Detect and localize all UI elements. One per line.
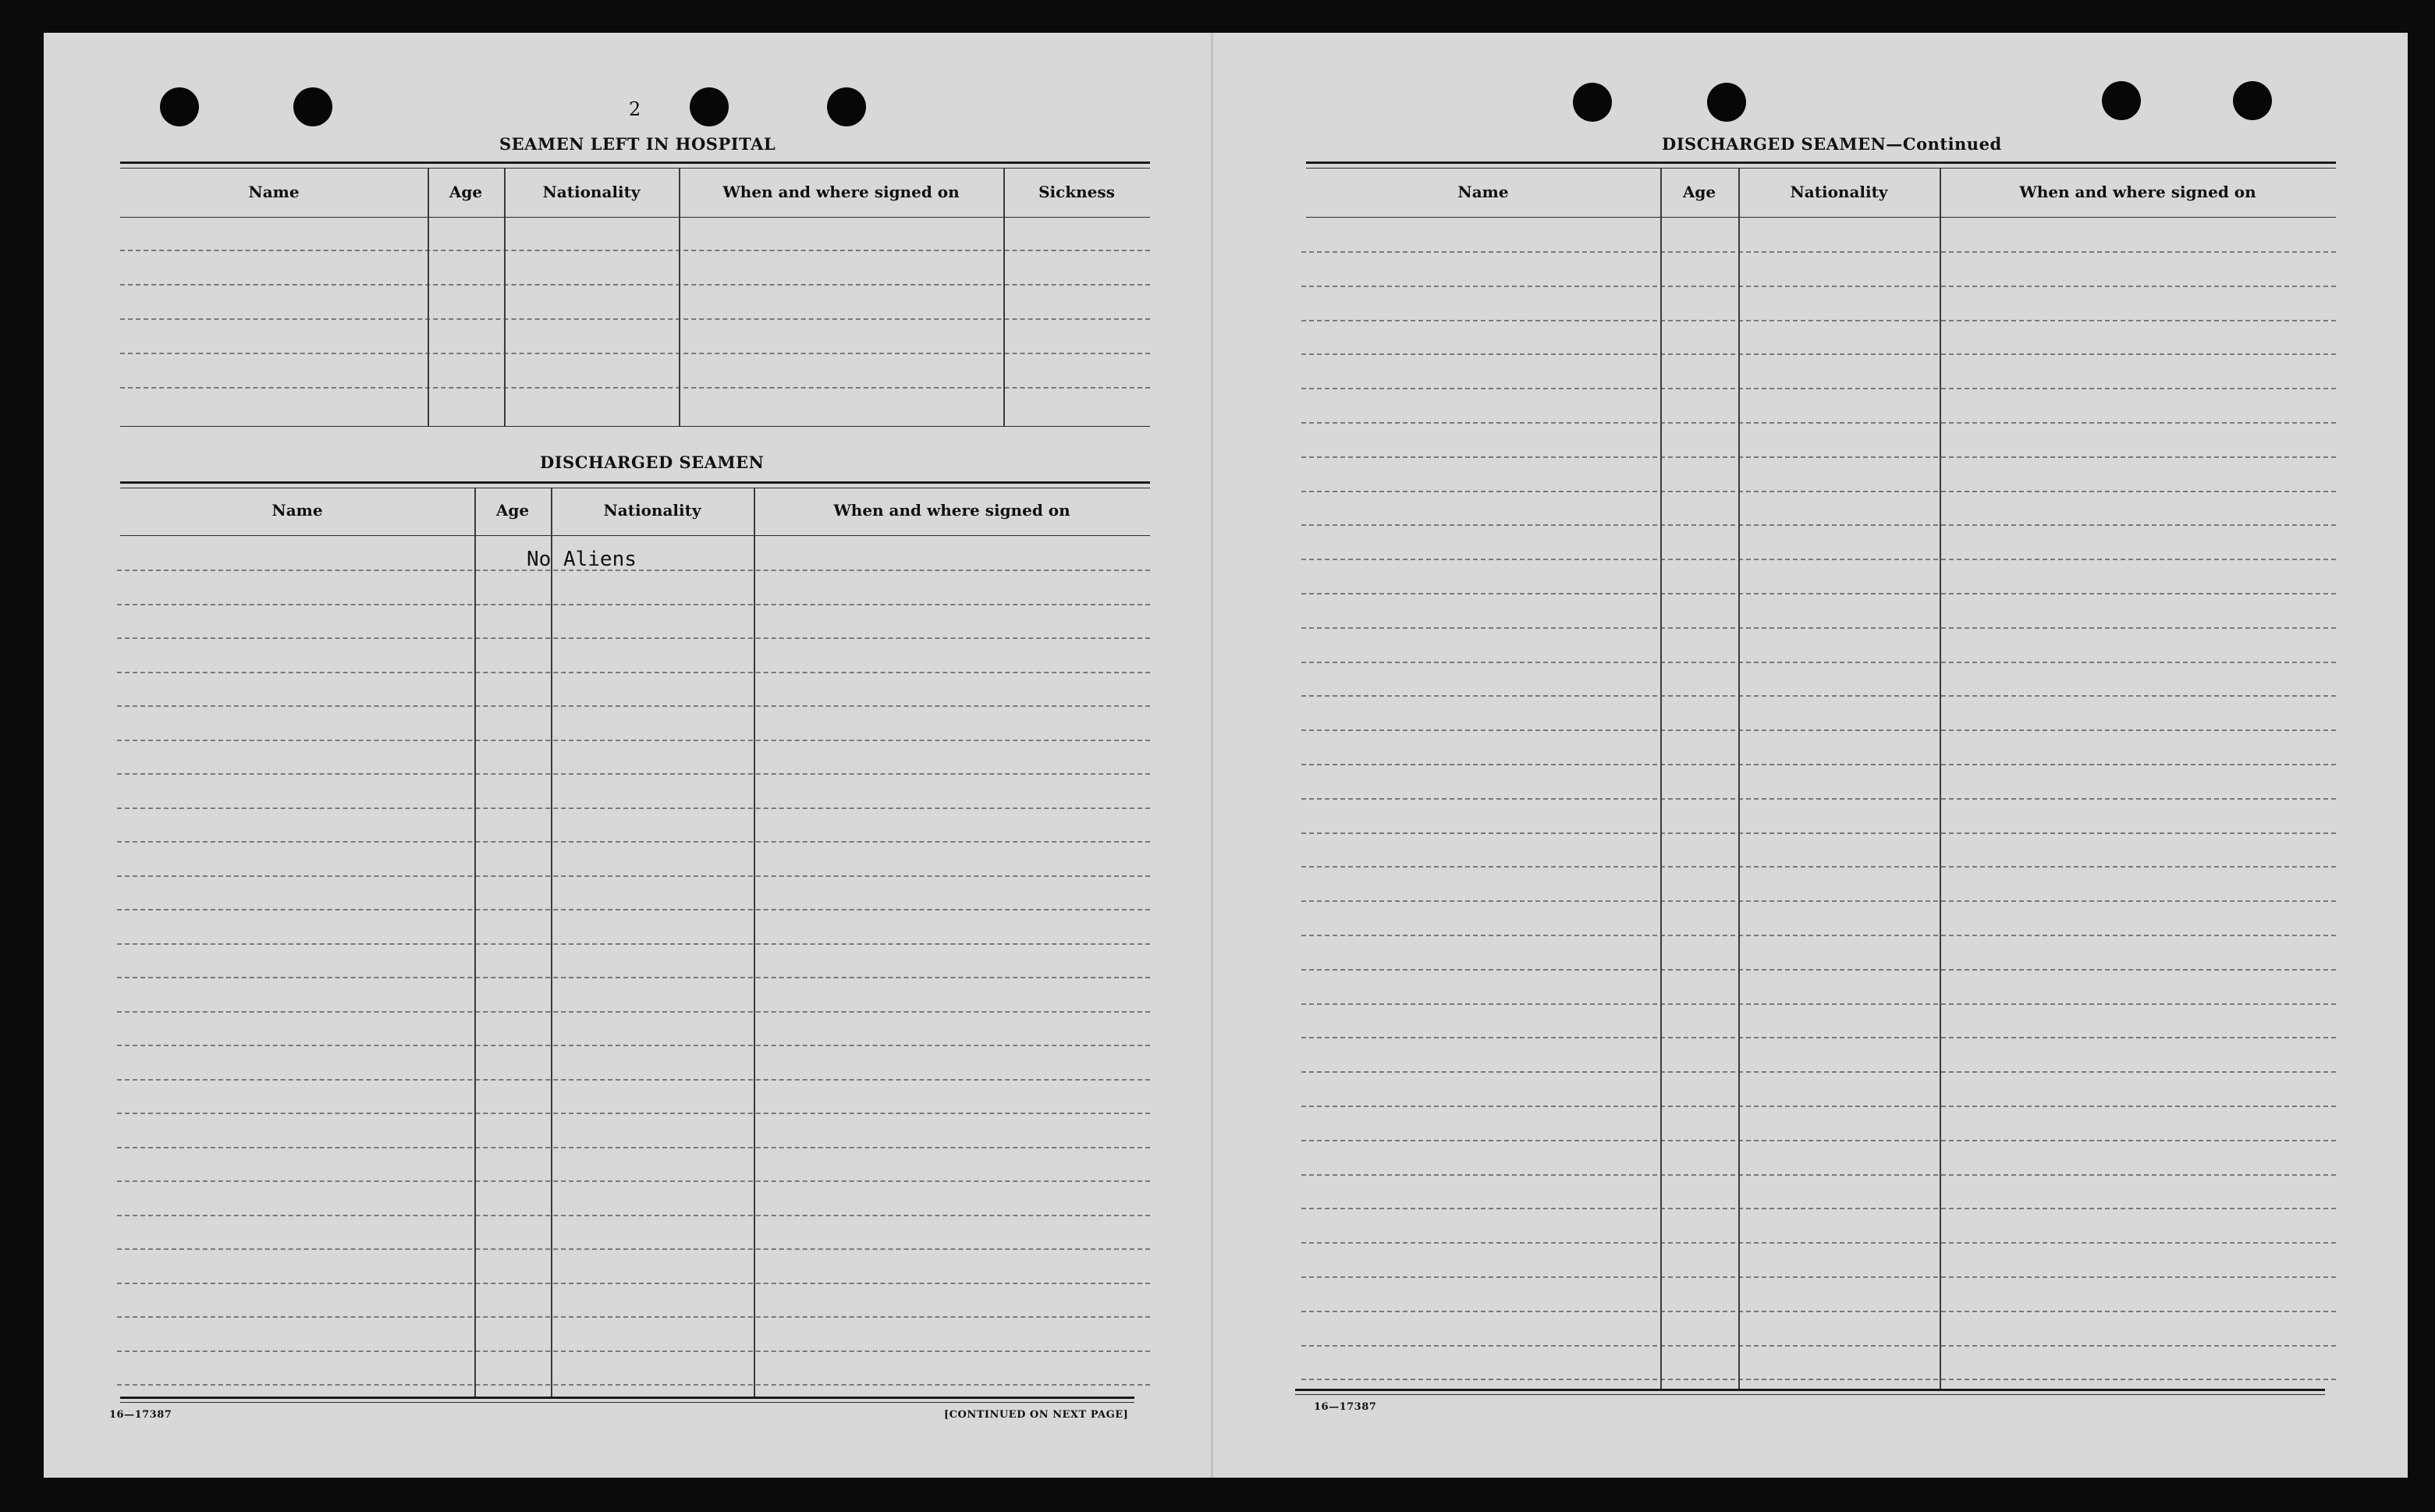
ruled-row [1301, 388, 2336, 389]
ruled-row [117, 1351, 1150, 1352]
ruled-row [117, 1248, 1150, 1250]
ruled-row [1301, 1003, 2336, 1005]
hospital-header-name: Name [248, 183, 300, 201]
page-fold [1211, 33, 1213, 1478]
continued-header-name: Name [1457, 183, 1509, 201]
ruled-row [117, 1147, 1150, 1148]
ruled-row [117, 807, 1150, 809]
ruled-row [1301, 798, 2336, 800]
ruled-row [1301, 1379, 2336, 1380]
ruled-row [117, 773, 1150, 775]
ruled-row [1301, 627, 2336, 629]
punch-hole [690, 87, 729, 126]
punch-hole [1573, 83, 1612, 122]
ruled-row [117, 1045, 1150, 1046]
ruled-row [1301, 491, 2336, 492]
ruled-row [1301, 1174, 2336, 1176]
ruled-row [117, 875, 1150, 877]
ruled-row [1301, 1311, 2336, 1312]
continued-on-next-page: [CONTINUED ON NEXT PAGE] [944, 1409, 1129, 1421]
ruled-row [1301, 422, 2336, 424]
ruled-row [1301, 729, 2336, 731]
continued-header-age: Age [1682, 183, 1716, 201]
discharged-header-age: Age [495, 501, 530, 520]
ruled-row [117, 943, 1150, 945]
discharged-header-name: Name [272, 501, 323, 520]
ruled-row [1301, 969, 2336, 971]
continued-header-nationality: Nationality [1790, 183, 1888, 201]
ruled-row [1301, 524, 2336, 526]
punch-hole [160, 87, 199, 126]
ruled-row [1301, 764, 2336, 765]
ruled-row [1301, 559, 2336, 560]
ruled-row [117, 672, 1150, 673]
ruled-row [117, 1215, 1150, 1216]
continued-section-title: DISCHARGED SEAMEN—Continued [1662, 134, 2002, 154]
ruled-row [1301, 1242, 2336, 1244]
hospital-header-sickness: Sickness [1038, 183, 1115, 201]
ruled-row [1301, 286, 2336, 287]
ruled-row [117, 909, 1150, 910]
ruled-row [117, 637, 1150, 639]
hospital-header-age: Age [449, 183, 483, 201]
continued-header-signed-on: When and where signed on [2019, 183, 2256, 201]
ruled-row [117, 977, 1150, 978]
ruled-row [1301, 1071, 2336, 1073]
ruled-row [117, 705, 1150, 707]
ruled-row [1301, 1345, 2336, 1347]
hospital-header-nationality: Nationality [542, 183, 641, 201]
ruled-row [1301, 1276, 2336, 1278]
ruled-row [1301, 1208, 2336, 1209]
ruled-row [117, 1079, 1150, 1081]
ruled-row [117, 841, 1150, 843]
discharged-header-signed-on: When and where signed on [833, 501, 1070, 520]
ruled-row [1301, 593, 2336, 595]
ruled-row [1301, 251, 2336, 253]
ruled-row [117, 1316, 1150, 1318]
hospital-header-signed-on: When and where signed on [722, 183, 960, 201]
ruled-row [1301, 695, 2336, 697]
ruled-row [1301, 935, 2336, 936]
punch-hole [1707, 83, 1746, 122]
page-number: 2 [629, 98, 641, 120]
ruled-row [117, 604, 1150, 605]
ruled-row [117, 1011, 1150, 1013]
ruled-row [1301, 1140, 2336, 1141]
ruled-row [1301, 900, 2336, 902]
ruled-row [117, 1283, 1150, 1284]
ruled-row [117, 740, 1150, 741]
left-form-number: 16—17387 [109, 1409, 172, 1421]
punch-hole [2233, 81, 2272, 120]
right-form-number: 16—17387 [1314, 1401, 1377, 1413]
punch-hole [293, 87, 332, 126]
ruled-row [1301, 1037, 2336, 1038]
ruled-row [1301, 662, 2336, 663]
punch-hole [2102, 81, 2141, 120]
ruled-row [1301, 832, 2336, 834]
discharged-section-title: DISCHARGED SEAMEN [540, 453, 765, 472]
ruled-row [1301, 1106, 2336, 1107]
discharged-header-nationality: Nationality [603, 501, 701, 520]
punch-hole [827, 87, 866, 126]
ruled-row [117, 1180, 1150, 1182]
ruled-row [1301, 353, 2336, 355]
ruled-row [117, 1384, 1150, 1386]
typed-entry-no-aliens: No Aliens [527, 548, 637, 571]
ruled-row [1301, 456, 2336, 458]
ruled-row [1301, 320, 2336, 321]
ruled-row [117, 1113, 1150, 1114]
ruled-row [1301, 866, 2336, 868]
hospital-section-title: SEAMEN LEFT IN HOSPITAL [499, 134, 776, 154]
